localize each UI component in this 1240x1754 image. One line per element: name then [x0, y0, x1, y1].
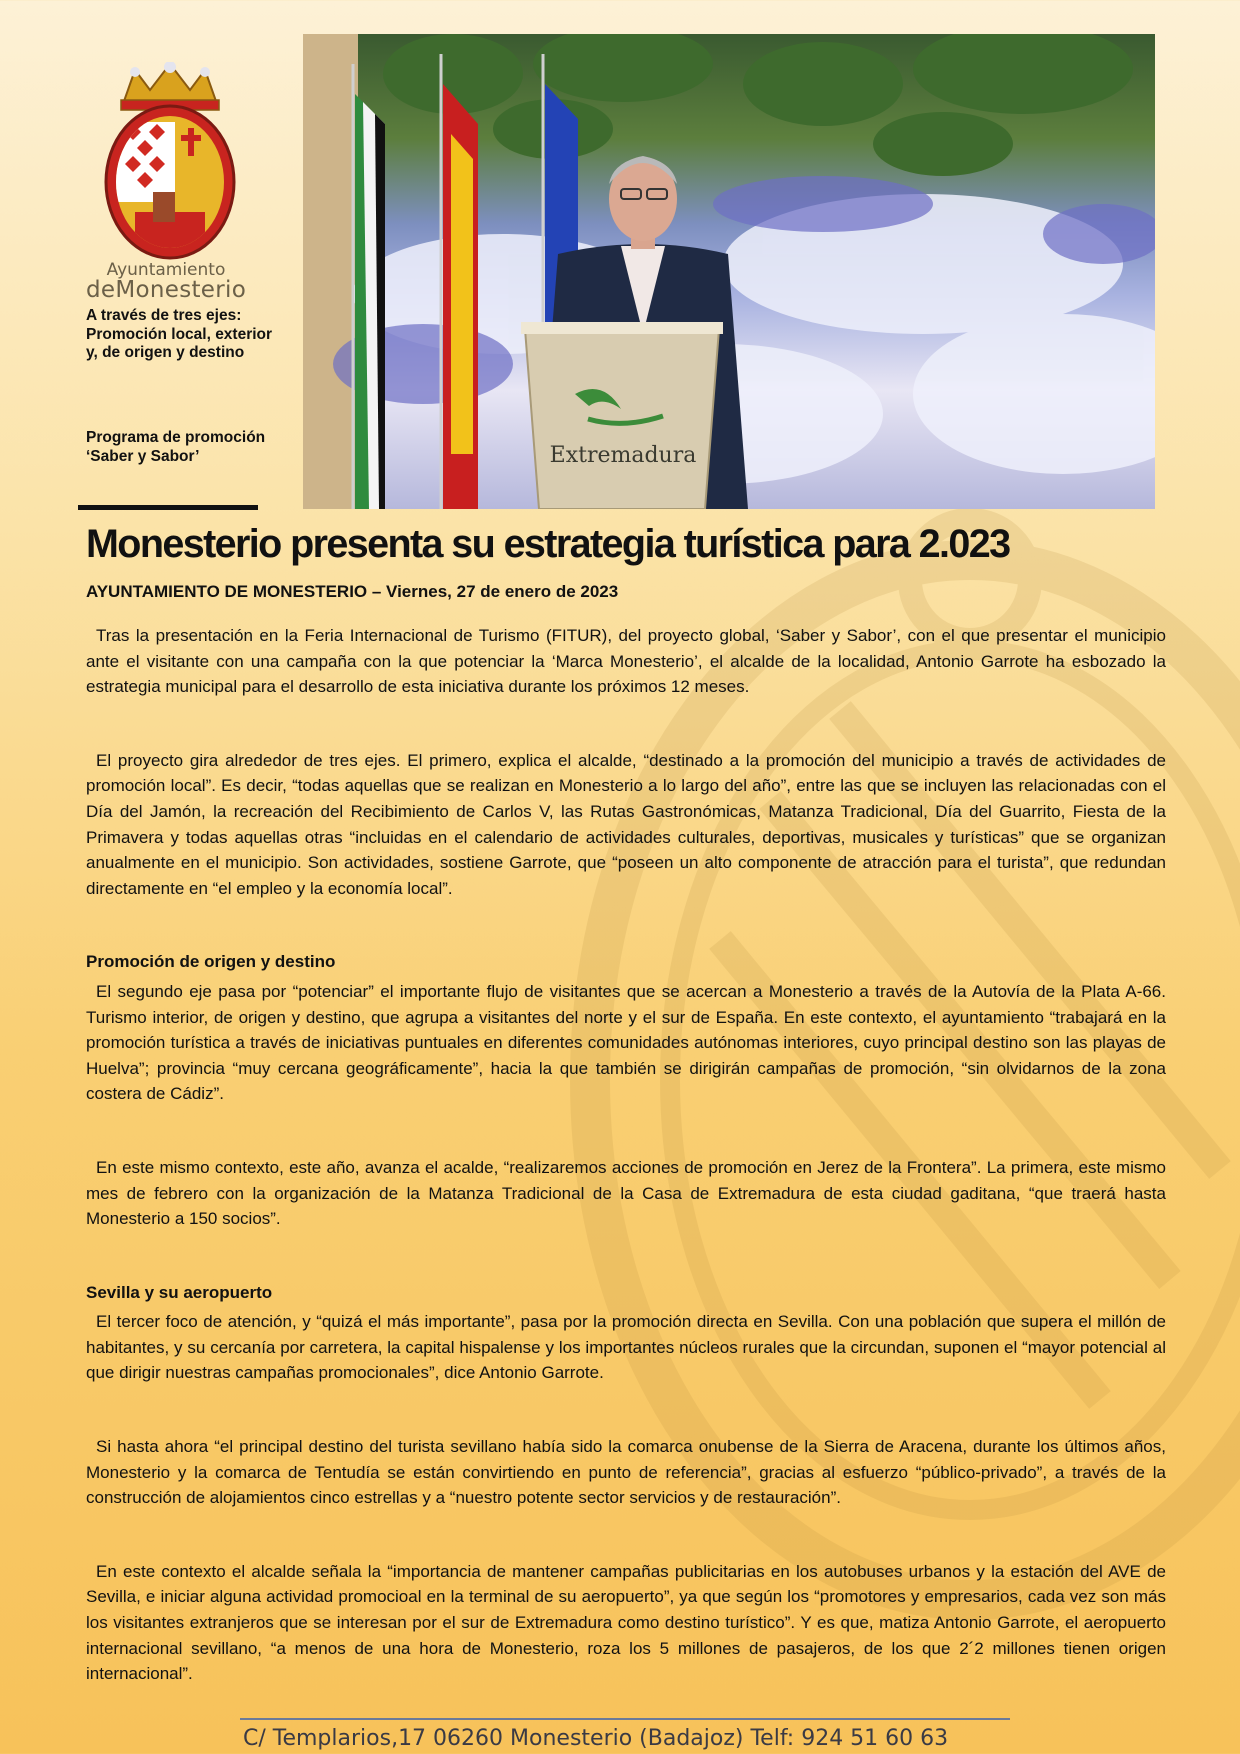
paragraph-1: Tras la presentación en la Feria Internacional de Turismo (FITUR), del proyecto global, ‘Saber y Sabor’, con el que presentar el municipio ante el visitante con una campaña con la que potenciar la ‘Marca Monesterio’, el alcalde de la localidad, Antonio Garrote ha esbozado la estrategia municipal para el desarrollo de esta iniciativa durante los próximos 12 meses. [86, 626, 1166, 697]
press-photo-illustration [303, 34, 1155, 509]
side-note-program: Programa de promoción ‘Saber y Sabor’ [86, 429, 266, 465]
paragraph-6: Si hasta ahora “el principal destino del turista sevillano había sido la comarca onubense de la Sierra de Aracena, durante los últimos años, Monesterio y la comarca de Tentudía se están convirtiendo en punto de referencia”, gracias al esfuerzo “público-privado”, a través de la construcción de alojamientos cinco estrellas y a “nuestro potente sector servicios y de restauración”. [86, 1437, 1166, 1508]
subheading-sevilla: Sevilla y su aeropuerto [86, 1282, 273, 1302]
paragraph-5: El tercer foco de atención, y “quizá el más importante”, pasa por la promoción directa en Sevilla. Con una población que supera el millón de habitantes, y su cercanía por carretera, la capital hispalense y los importantes núcleos rurales que la circundan, suponen el “mayor potencial al que dirigir nuestras campañas promocionales”, dice Antonio Garrote. [86, 1312, 1166, 1383]
article-dateline: AYUNTAMIENTO DE MONESTERIO – Viernes, 27 de enero de 2023 [86, 582, 619, 601]
footer-divider [240, 1718, 1010, 1720]
footer-address: C/ Templarios,17 06260 Monesterio (Badajoz) Telf: 924 51 60 63 [243, 1726, 949, 1751]
paragraph-2: El proyecto gira alrededor de tres ejes. El primero, explica el alcalde, “destinado a la promoción del municipio a través de actividades de promoción local”. Es decir, “todas aquellas que se realizan en Monesterio a lo largo del año”, entre las que se incluyen las relacionadas con el Día del Jamón, la recreación del Recibimiento de Carlos V, las Rutas Gastronómicas, Matanza Tradicional, Día del Guarrito, Fiesta de la Primavera y todas aquellas otras “incluidas en el calendario de actividades culturales, deportivas, musicales y turísticas” que se organizan anualmente en el municipio. Son actividades, sostiene Garrote, que “poseen un alto componente de atracción para el turista”, que redundan directamente en “el empleo y la economía local”. [86, 750, 1166, 898]
article-headline: Monesterio presenta su estrategia turística para 2.023 [86, 522, 1010, 566]
article-body [86, 623, 1166, 1687]
side-note-axes: A través de tres ejes: Promoción local, exterior y, de origen y destino [86, 307, 273, 361]
podium-text: Extremadura [549, 443, 697, 468]
paragraph-3: El segundo eje pasa por “potenciar” el importante flujo de visitantes que se acercan a Monesterio a través de la Autovía de la Plata A-66. Turismo interior, de origen y destino, que agrupa a visitantes del norte y el sur de España. En este contexto, el ayuntamiento “trabajará en la promoción turística a través de iniciativas puntuales en diferentes comunidades autónomas interiores, cuyo principal destino son las playas de Huelva”; provincia “muy cercana geográficamente”, hacia la que también se dirigirán campañas de promoción, “sin olvidarnos de la zona costera de Cádiz”. [86, 981, 1166, 1104]
paragraph-4: En este mismo contexto, este año, avanza el acalde, “realizaremos acciones de promoción en Jerez de la Frontera”. La primera, este mismo mes de febrero con la organización de la Matanza Tradicional de la Casa de Extremadura de esta ciudad gaditana, “que traerá hasta Monesterio a 150 socios”. [86, 1157, 1166, 1229]
press-photo [303, 34, 1155, 509]
coat-of-arms-logo [95, 62, 245, 262]
organization-name-line2: deMonesterio [86, 277, 247, 303]
paragraph-7: En este contexto el alcalde señala la “importancia de mantener campañas publicitarias en los autobuses urbanos y la estación del AVE de Sevilla, e iniciar alguna actividad promocioal en la terminal de su aeropuerto”, ya que según los “promotores y empresarios, cada vez son más los visitantes extranjeros que se interesan por el sur de Extremadura como destino turístico”. Y es que, matiza Antonio Garrote, el aeropuerto internacional sevillano, “a menos de una hora de Monesterio, roza los 5 millones de pasajeros, de los que 2´2 millones tienen origen internacional”. [86, 1561, 1166, 1684]
subheading-origen-destino: Promoción de origen y destino [86, 952, 336, 972]
organization-name [86, 260, 247, 303]
organization-name-line1: Ayuntamiento [106, 260, 226, 280]
divider-rule [78, 505, 258, 510]
